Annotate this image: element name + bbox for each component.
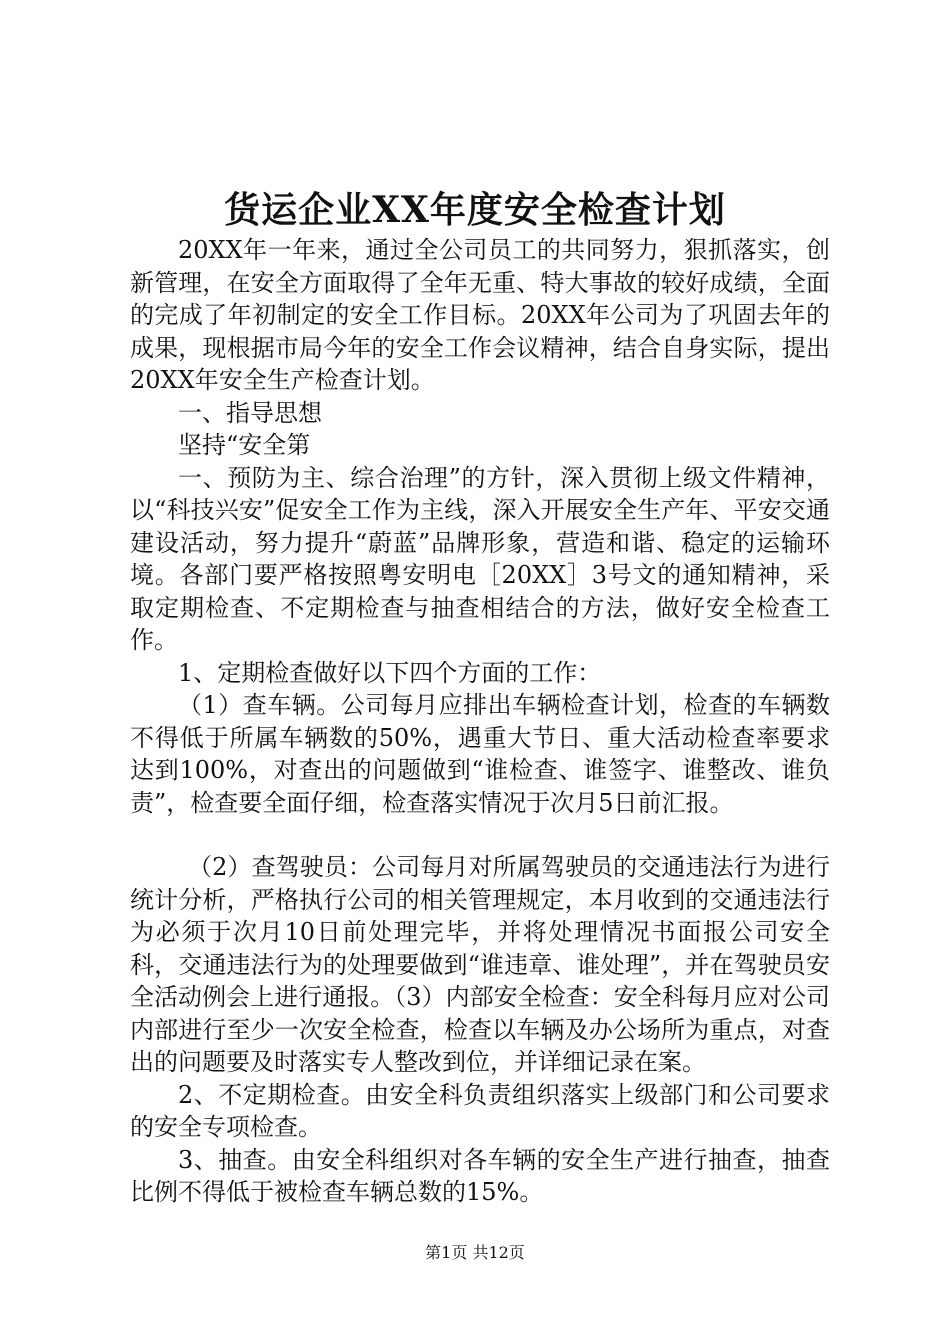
heading-guiding-ideology: 一、指导思想 bbox=[178, 398, 322, 427]
paragraph-intro: 20XX年一年来，通过全公司员工的共同努力，狠抓落实，创新管理，在安全方面取得了全年无重、特大事故的较好成绩，全面的完成了年初制定的安全工作目标。20XX年公司为了巩固去年的成果，现根据市局今年的安全工作会议精神，结合自身实际，提出20XX年安全生产检查计划。 bbox=[130, 236, 830, 394]
paragraph-policy: 一、预防为主、综合治理”的方针，深入贯彻上级文件精神，以“科技兴安”促安全工作为主线，深入开展安全生产年、平安交通建设活动，努力提升“蔚蓝”品牌形象，营造和谐、稳定的运输环境。各部门要严格按照粤安明电［20XX］3号文的通知精神，采取定期检查、不定期检查与抽查相结合的方法，做好安全检查工作。 bbox=[130, 463, 830, 654]
item-check-vehicles: （1）查车辆。公司每月应排出车辆检查计划，检查的车辆数不得低于所属车辆数的50%，遇重大节日、重大活动检查率要求达到100%，对查出的问题做到“谁检查、谁签字、谁整改、谁负责”，检查要全面仔细，检查落实情况于次月5日前汇报。 bbox=[130, 691, 830, 817]
page-number-footer: 第1页 共12页 bbox=[425, 1243, 525, 1262]
item-check-drivers: （2）查驾驶员：公司每月对所属驾驶员的交通违法行为进行统计分析，严格执行公司的相关管理规定，本月收到的交通违法行为必须于次月10日前处理完毕，并将处理情况书面报公司安全科，交通违法行为的处理要做到“谁违章、谁处理”，并在驾驶员安全活动例会上进行通报。（3）内部安全检查：安全科每月应对公司内部进行至少一次安全检查，检查以车辆及办公场所为重点，对查出的问题要及时落实专人整改到位，并详细记录在案。 bbox=[130, 853, 830, 1076]
paragraph-gap bbox=[130, 819, 830, 851]
item-irregular-inspection: 2、不定期检查。由安全科负责组织落实上级部门和公司要求的安全专项检查。 bbox=[130, 1080, 830, 1141]
document-body bbox=[130, 234, 830, 1209]
paragraph-adhere: 坚持“安全第 bbox=[178, 431, 311, 459]
item-spot-check: 3、抽查。由安全科组织对各车辆的安全生产进行抽查，抽查比例不得低于被检查车辆总数的15%。 bbox=[130, 1145, 830, 1206]
item-regular-inspection: 1、定期检查做好以下四个方面的工作： bbox=[178, 658, 602, 687]
document-title: 货运企业XX年度安全检查计划 bbox=[224, 189, 726, 231]
